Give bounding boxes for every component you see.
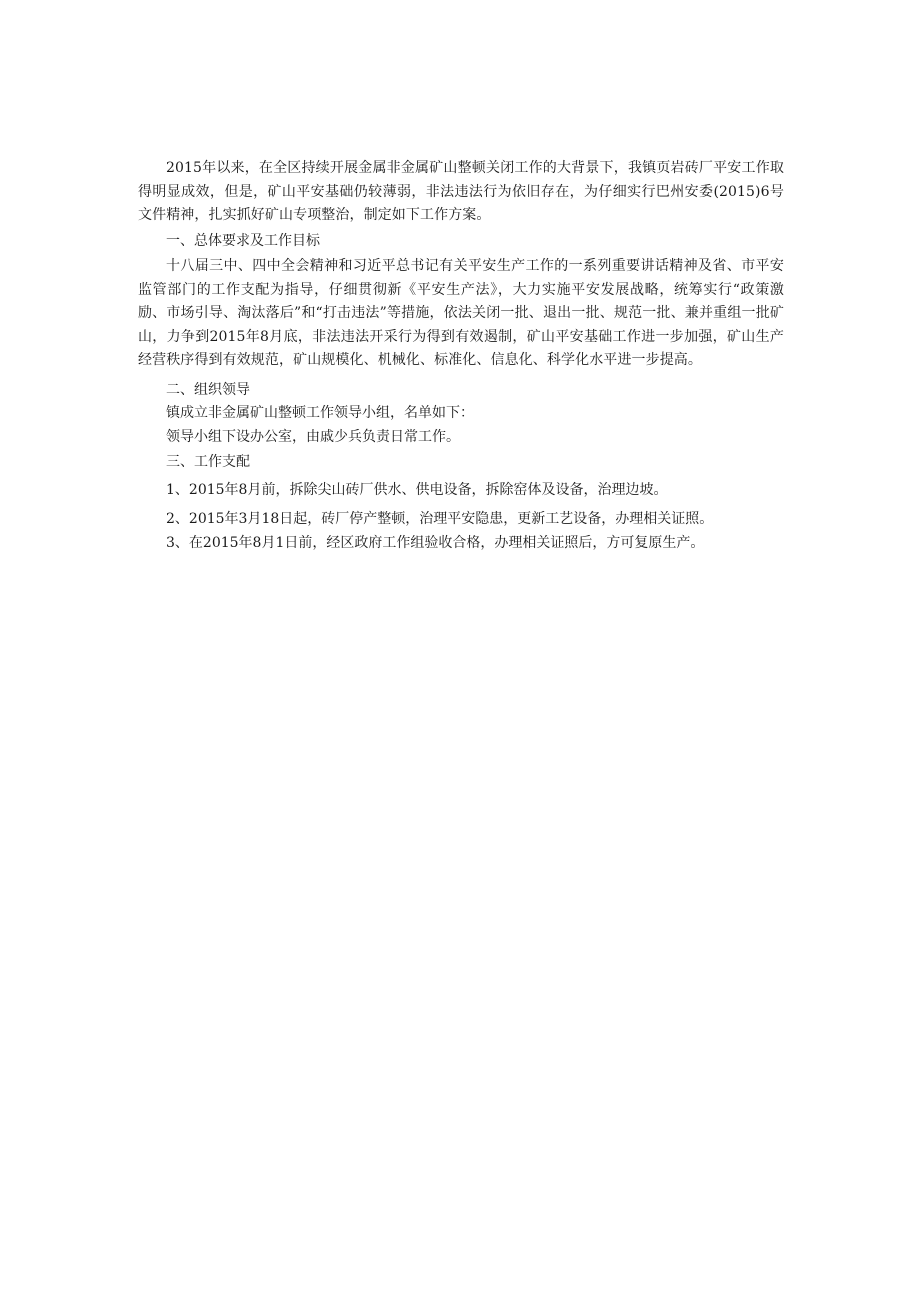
section-2-line-1: 镇成立非金属矿山整顿工作领导小组，名单如下： bbox=[166, 405, 474, 421]
section-1-paragraph: 十八届三中、四中全会精神和习近平总书记有关平安生产工作的一系列重要讲话精神及省、市平安监管部门的工作支配为指导，仔细贯彻新《平安生产法》，大力实施平安发展战略，统筹实行“政策激励、市场引导、淘汰落后”和“打击违法”等措施，依法关闭一批、退出一批、规范一批、兼并重组一批矿山，力争到2015年8月底，非法违法开采行为得到有效遏制，矿山平安基础工作进一步加强，矿山生产经营秩序得到有效规范，矿山规模化、机械化、标准化、信息化、科学化水平进一步提高。 bbox=[138, 258, 784, 368]
section-2-heading: 二、组织领导 bbox=[166, 381, 250, 398]
intro-paragraph: 2015年以来，在全区持续开展金属非金属矿山整顿关闭工作的大背景下，我镇页岩砖厂平安工作取得明显成效，但是，矿山平安基础仍较薄弱，非法违法行为依旧存在，为仔细实行巴州安委(2015)6号文件精神，扎实抓好矿山专项整治，制定如下工作方案。 bbox=[138, 160, 784, 223]
section-2-line-2: 领导小组下设办公室，由戚少兵负责日常工作。 bbox=[166, 428, 460, 445]
section-3-heading: 三、工作支配 bbox=[166, 454, 250, 470]
list-item: 1、2015年8月前，拆除尖山砖厂供水、供电设备，拆除窑体及设备，治理边坡。 bbox=[166, 481, 668, 498]
list-item: 2、2015年3月18日起，砖厂停产整顿，治理平安隐患，更新工艺设备，办理相关证照。 bbox=[166, 511, 714, 527]
list-item: 3、在2015年8月1日前，经区政府工作组验收合格，办理相关证照后，方可复原生产。 bbox=[166, 534, 705, 551]
document-body bbox=[138, 157, 784, 555]
section-1-heading: 一、总体要求及工作目标 bbox=[166, 232, 320, 249]
